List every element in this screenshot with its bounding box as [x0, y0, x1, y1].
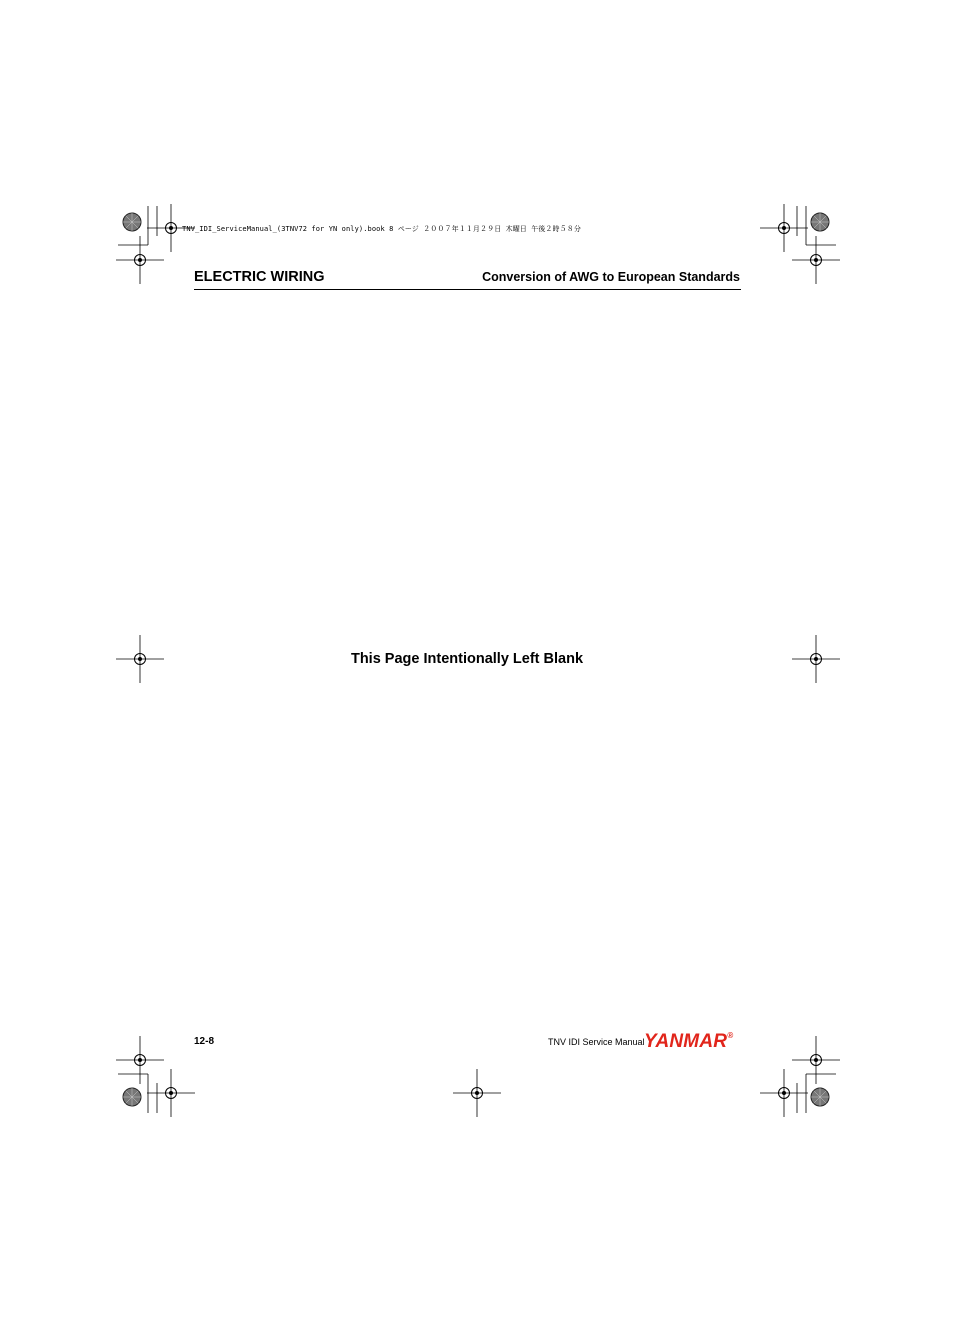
registered-mark: ® — [727, 1031, 734, 1040]
registration-mark-icon — [116, 1036, 164, 1084]
registration-mark-icon — [147, 1069, 195, 1117]
registration-mark-icon — [792, 1036, 840, 1084]
subsection-title: Conversion of AWG to European Standards — [482, 270, 740, 284]
color-rose-icon — [811, 213, 829, 231]
registration-mark-icon — [792, 236, 840, 284]
blank-page-notice: This Page Intentionally Left Blank — [350, 651, 584, 667]
color-rose-icon — [123, 1088, 141, 1106]
header-rule — [194, 289, 741, 290]
page-number: 12-8 — [194, 1036, 215, 1047]
registration-mark-icon — [760, 204, 808, 252]
logo-text: YANMAR — [644, 1031, 728, 1052]
manual-name: TNV IDI Service Manual — [548, 1037, 645, 1047]
registration-mark-icon — [116, 236, 164, 284]
print-slug-line: TNV_IDI_ServiceManual_(3TNV72 for YN only).book 8 ページ ２００７年１１月２９日 木曜日 午後２時５８分 — [182, 225, 581, 233]
section-title: ELECTRIC WIRING — [194, 269, 325, 285]
color-rose-icon — [123, 213, 141, 231]
registration-mark-icon — [453, 1069, 501, 1117]
color-rose-icon — [811, 1088, 829, 1106]
registration-mark-icon — [760, 1069, 808, 1117]
yanmar-logo — [644, 1031, 733, 1053]
